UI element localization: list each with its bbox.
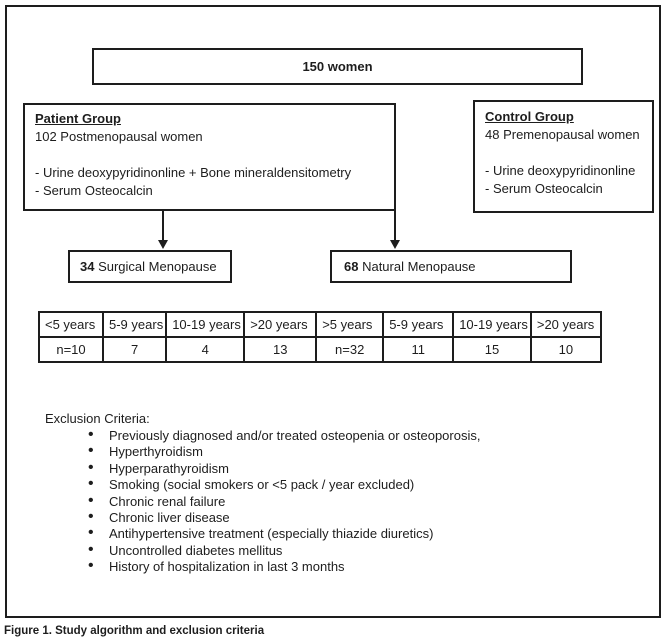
table-header-cell: 5-9 years xyxy=(103,312,166,337)
patient-group-item: - Serum Osteocalcin xyxy=(35,183,153,198)
table-value-cell: 4 xyxy=(166,337,244,362)
duration-table-value-row xyxy=(39,337,601,362)
exclusion-criteria-list xyxy=(88,428,480,576)
table-header-cell: 10-19 years xyxy=(166,312,244,337)
natural-label: Natural Menopause xyxy=(358,258,476,274)
control-group-subtitle: 48 Premenopausal women xyxy=(485,127,640,142)
patient-group-subtitle: 102 Postmenopausal women xyxy=(35,129,203,144)
control-group-item: - Urine deoxypyridinonline xyxy=(485,163,636,178)
arrow-down-icon xyxy=(390,240,400,249)
total-women-label: 150 women xyxy=(302,58,373,74)
patient-group-title: Patient Group xyxy=(35,111,121,126)
natural-menopause-text xyxy=(344,258,476,276)
exclusion-item: • History of hospitalization in last 3 months xyxy=(88,559,480,575)
table-header-cell: >20 years xyxy=(531,312,601,337)
exclusion-item: • Antihypertensive treatment (especially thiazide diuretics) xyxy=(88,526,480,542)
table-value-cell: 11 xyxy=(383,337,453,362)
table-header-cell: <5 years xyxy=(39,312,103,337)
arrow-down-icon xyxy=(158,240,168,249)
duration-table-header-row xyxy=(39,312,601,337)
total-women-box xyxy=(92,48,583,85)
duration-table xyxy=(38,311,602,363)
exclusion-item: • Uncontrolled diabetes mellitus xyxy=(88,543,480,559)
table-value-cell: n=10 xyxy=(39,337,103,362)
patient-group-item: - Urine deoxypyridinonline + Bone mineraldensitometry xyxy=(35,165,352,180)
table-value-cell: 10 xyxy=(531,337,601,362)
exclusion-item: • Hyperparathyroidism xyxy=(88,461,480,477)
arrow-line-surgical xyxy=(162,210,164,241)
table-header-cell: 5-9 years xyxy=(383,312,453,337)
table-value-cell: 7 xyxy=(103,337,166,362)
control-group-title: Control Group xyxy=(485,109,574,124)
figure-caption: Figure 1. Study algorithm and exclusion criteria xyxy=(4,625,265,637)
table-header-cell: >5 years xyxy=(316,312,383,337)
arrow-line-natural xyxy=(394,210,396,241)
natural-count: 68 xyxy=(344,258,359,274)
exclusion-item: • Previously diagnosed and/or treated osteopenia or osteoporosis, xyxy=(88,428,480,444)
surgical-menopause-box xyxy=(68,250,232,283)
surgical-label: Surgical Menopause xyxy=(94,258,217,274)
exclusion-item: • Chronic renal failure xyxy=(88,494,480,510)
control-group-item: - Serum Osteocalcin xyxy=(485,181,603,196)
exclusion-item: • Hyperthyroidism xyxy=(88,444,480,460)
patient-group-box xyxy=(23,103,396,211)
surgical-count: 34 xyxy=(80,258,95,274)
control-group-box xyxy=(473,100,654,213)
exclusion-criteria-heading: Exclusion Criteria: xyxy=(45,411,150,426)
exclusion-item: • Smoking (social smokers or <5 pack / year excluded) xyxy=(88,477,480,493)
table-value-cell: n=32 xyxy=(316,337,383,362)
natural-menopause-box xyxy=(330,250,572,283)
table-value-cell: 13 xyxy=(244,337,316,362)
table-value-cell: 15 xyxy=(453,337,531,362)
table-header-cell: >20 years xyxy=(244,312,316,337)
exclusion-item: • Chronic liver disease xyxy=(88,510,480,526)
table-header-cell: 10-19 years xyxy=(453,312,531,337)
surgical-menopause-text xyxy=(80,258,217,276)
